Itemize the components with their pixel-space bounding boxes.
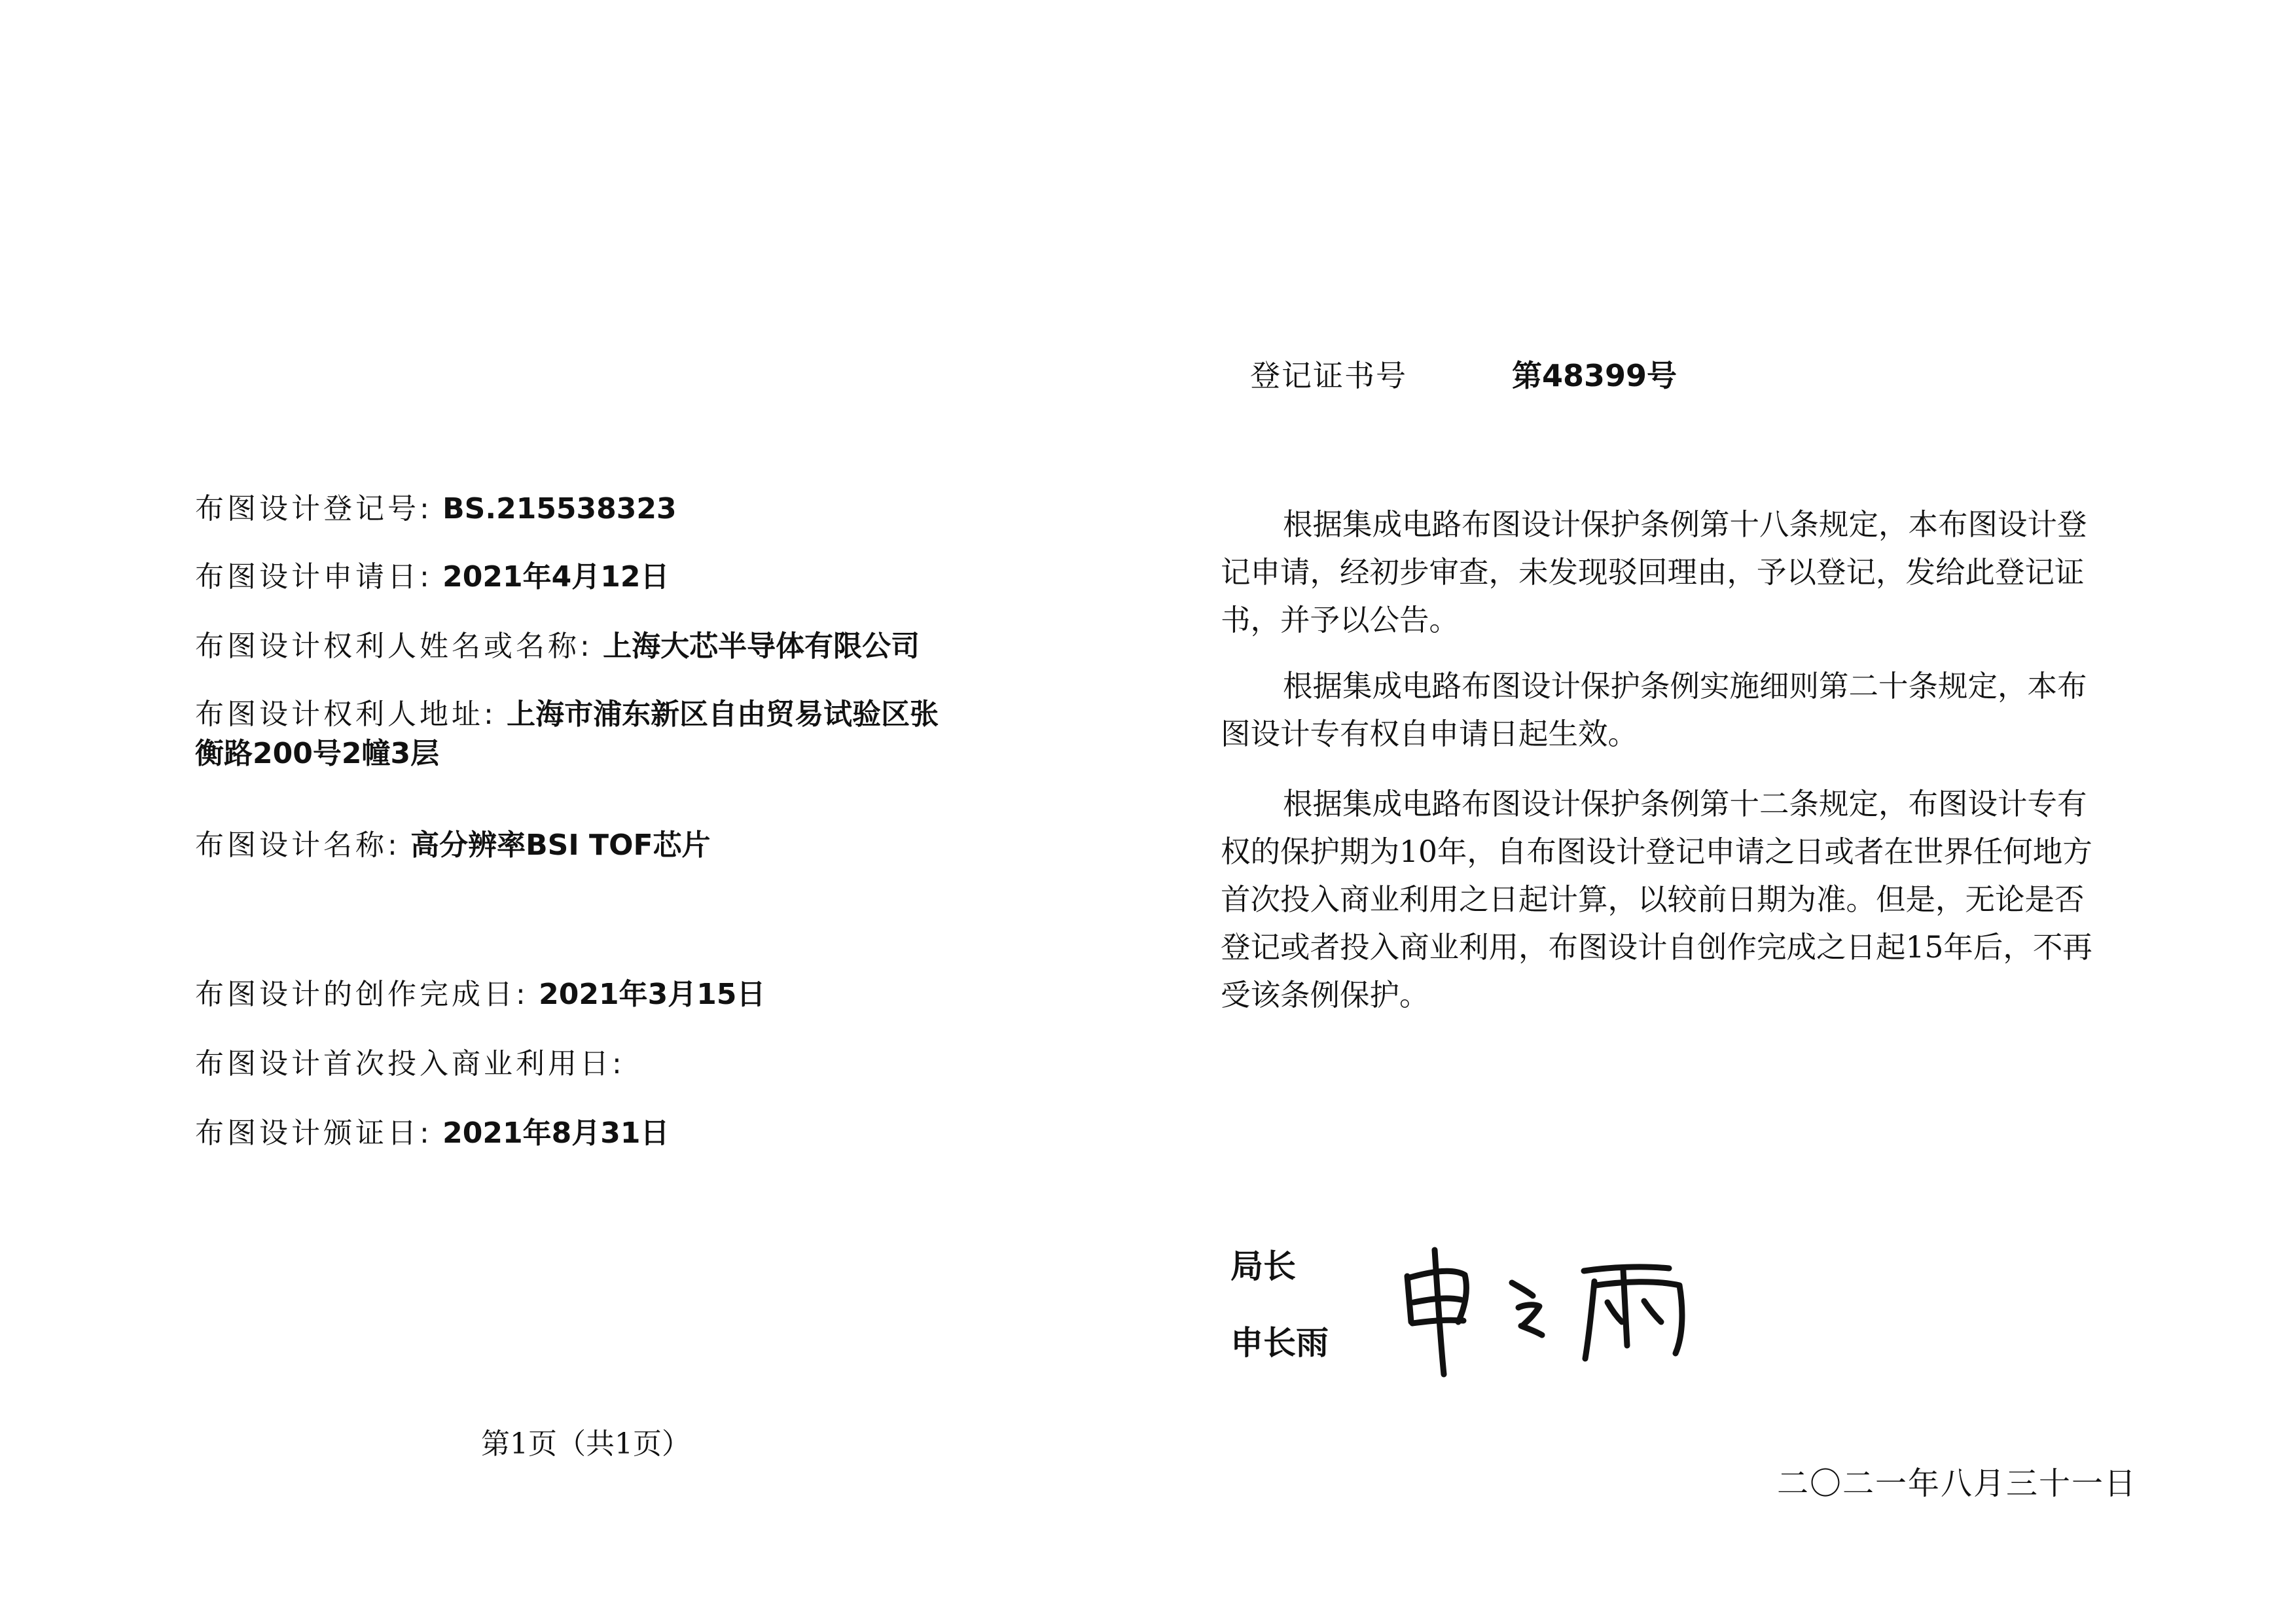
field-value: 2021年4月12日 <box>432 560 670 594</box>
field-label: 布图设计权利人姓名或名称: <box>195 630 593 663</box>
field-design-name <box>195 826 941 865</box>
field-value: 高分辨率BSI TOF芯片 <box>400 829 711 862</box>
field-owner-name <box>195 627 941 666</box>
field-label: 布图设计权利人地址: <box>195 698 497 731</box>
field-value: 2021年3月15日 <box>528 978 766 1011</box>
certificate-number-label: 登记证书号 <box>1250 358 1407 393</box>
legal-paragraph-3: 根据集成电路布图设计保护条例第十二条规定，布图设计专有权的保护期为10年，自布图设计登记申请之日或者在世界任何地方首次投入商业利用之日起计算，以较前日期为准。但是，无论是否登记或者投入商业利用，布图设计自创作完成之日起15年后，不再受该条例保护。 <box>1221 787 2092 1012</box>
certificate-number-value: 第48399号 <box>1512 358 1677 393</box>
field-owner-address <box>195 695 941 774</box>
field-creation-date <box>195 975 941 1014</box>
field-value: 上海市浦东新区自由贸易试验区张衡路200号2幢3层 <box>195 698 939 770</box>
field-first-commercial-use-date <box>195 1044 941 1084</box>
field-registration-number <box>195 490 941 529</box>
director-name: 申长雨 <box>1230 1324 1329 1362</box>
field-label: 布图设计名称: <box>195 829 401 862</box>
field-issue-date <box>195 1114 941 1153</box>
field-label: 布图设计申请日: <box>195 560 433 594</box>
field-label: 布图设计登记号: <box>195 492 433 526</box>
field-label: 布图设计颁证日: <box>195 1116 433 1150</box>
field-label: 布图设计的创作完成日: <box>195 978 529 1011</box>
certificate-number <box>1250 352 1677 395</box>
legal-paragraph-2: 根据集成电路布图设计保护条例实施细则第二十条规定，本布图设计专有权自申请日起生效。 <box>1221 669 2087 751</box>
handwritten-signature <box>1388 1230 1728 1394</box>
issue-date: 二〇二一年八月三十一日 <box>1777 1465 2138 1502</box>
page-indicator: 第1页（共1页） <box>481 1427 691 1461</box>
field-value: 2021年8月31日 <box>432 1116 670 1150</box>
director-title: 局长 <box>1230 1247 1296 1285</box>
field-application-date <box>195 558 941 597</box>
field-value: BS.215538323 <box>432 492 677 526</box>
legal-paragraph-1: 根据集成电路布图设计保护条例第十八条规定，本布图设计登记申请，经初步审查，未发现驳回理由，予以登记，发给此登记证书，并予以公告。 <box>1221 507 2087 637</box>
field-value: 上海大芯半导体有限公司 <box>592 630 920 663</box>
field-label: 布图设计首次投入商业利用日: <box>195 1047 625 1080</box>
